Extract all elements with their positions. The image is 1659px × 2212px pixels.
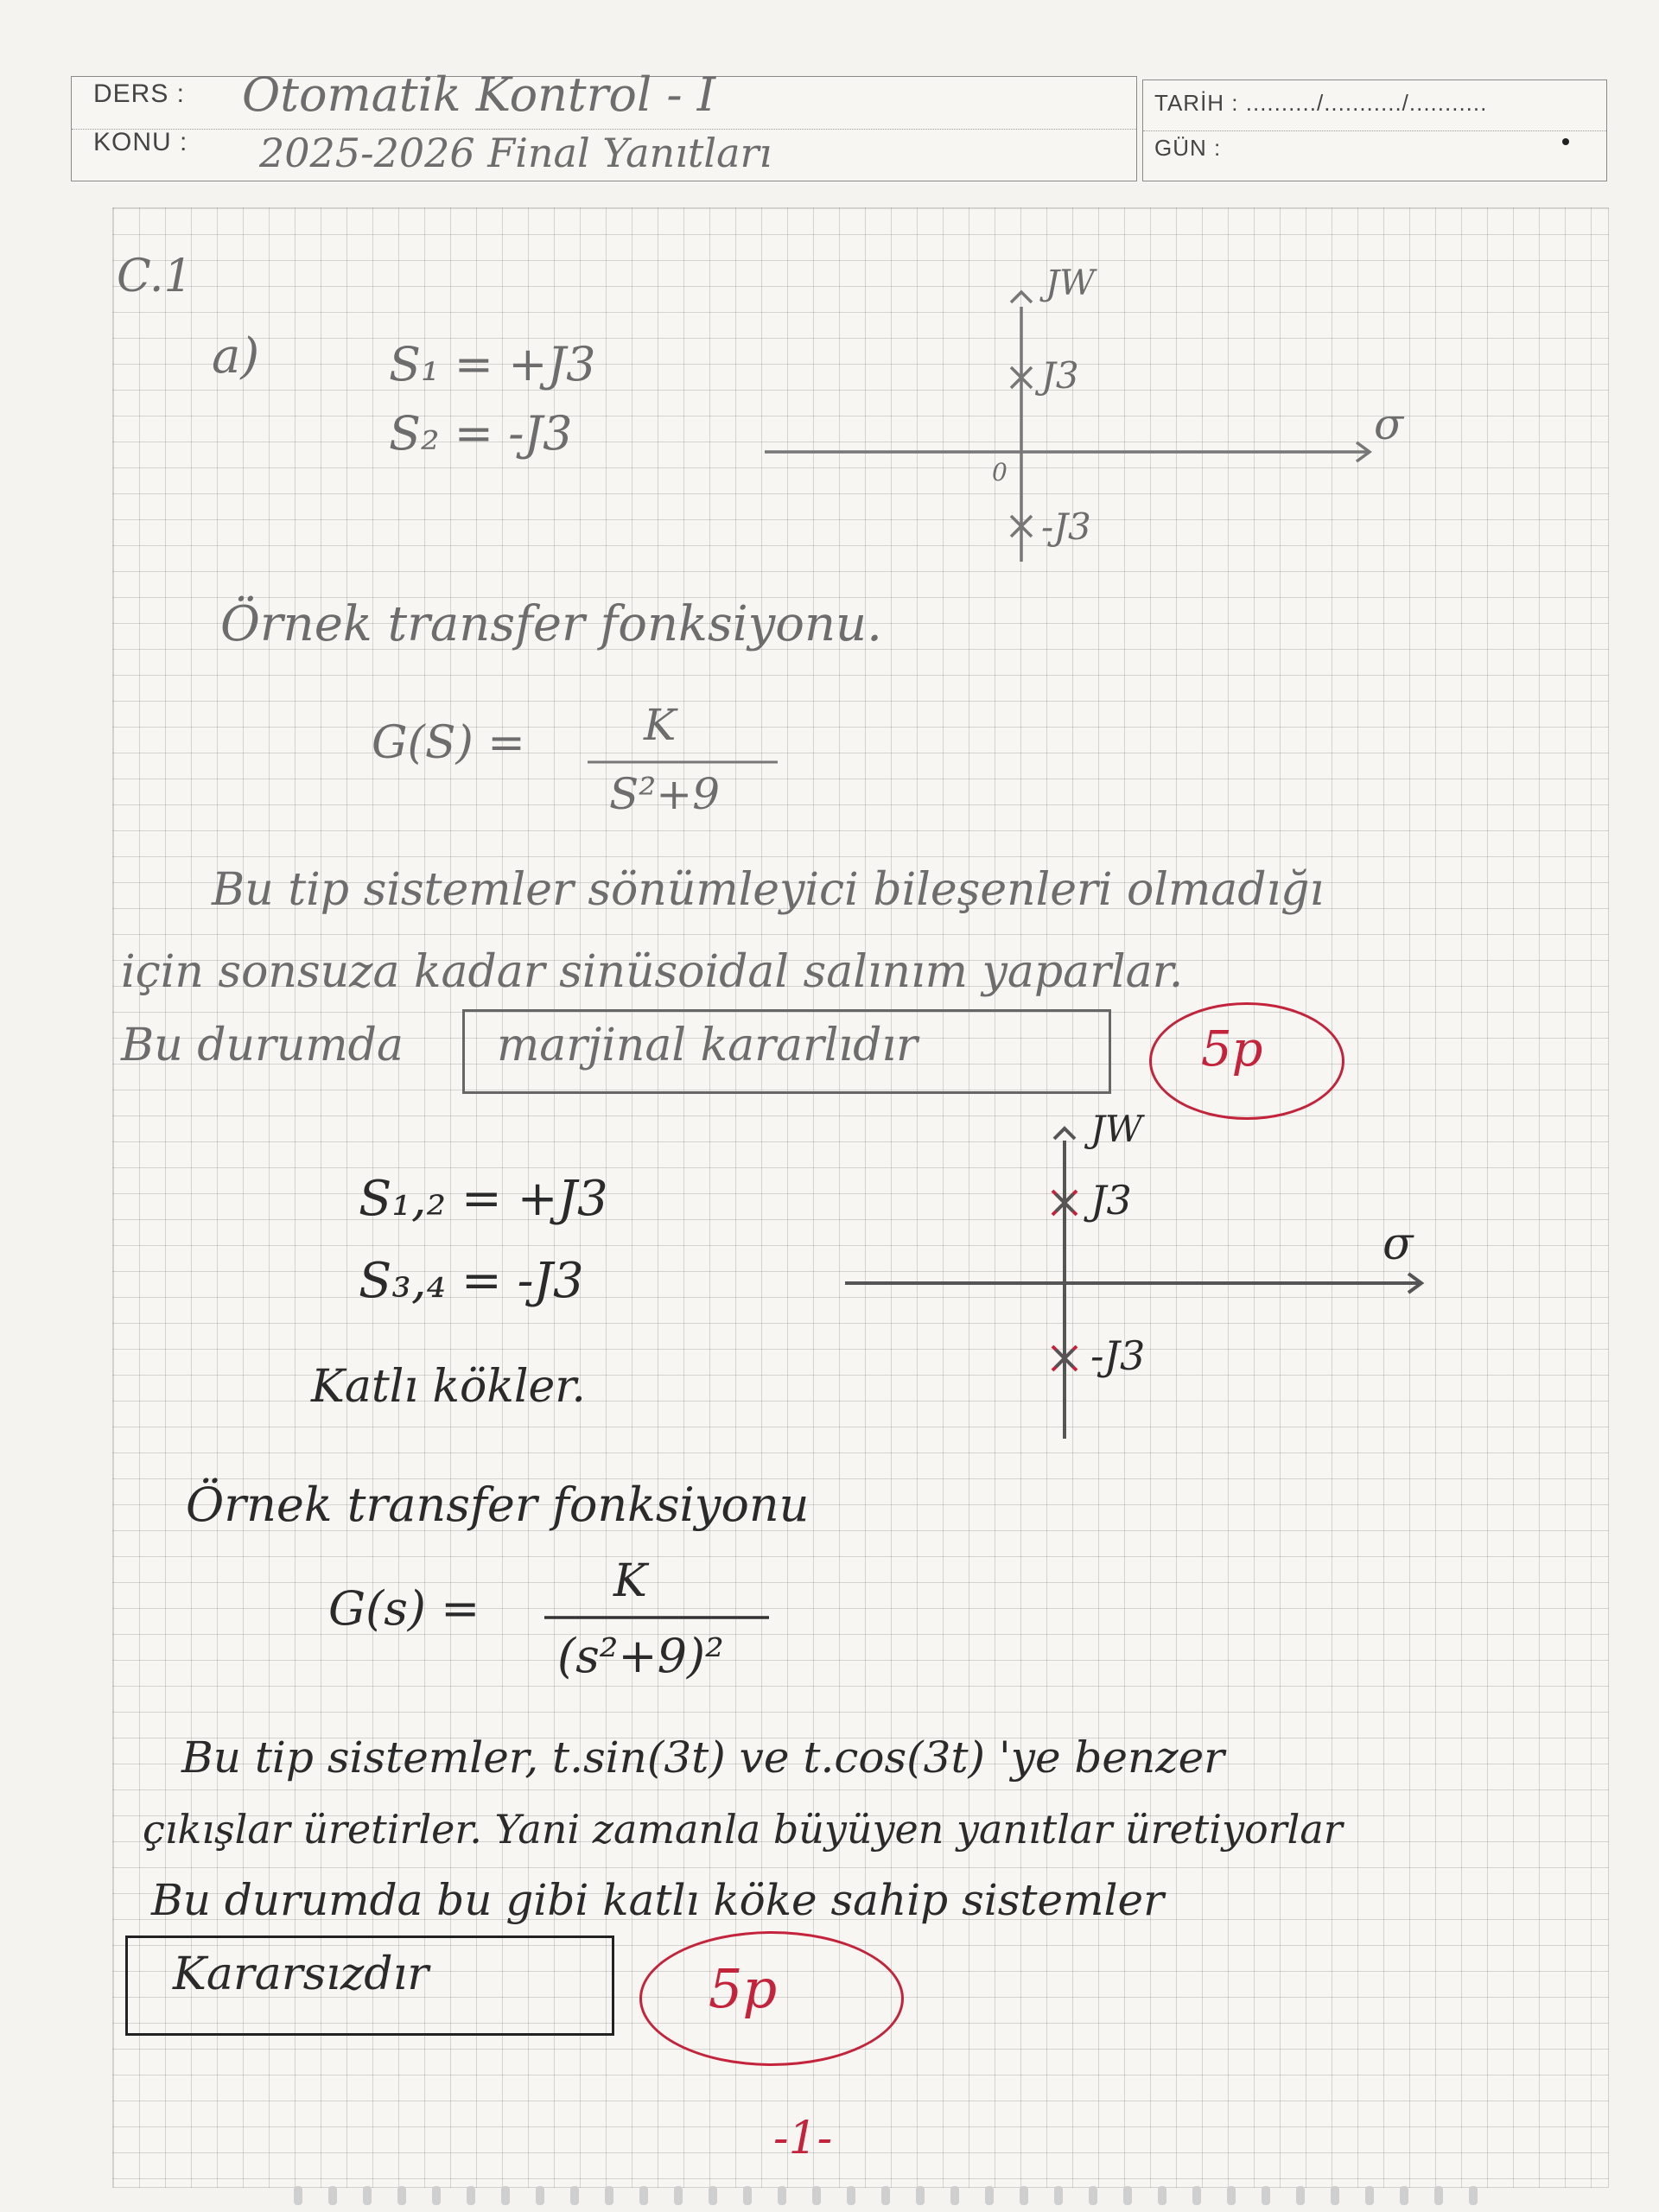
ders-label: DERS : <box>93 79 186 108</box>
page-number: -1- <box>773 2113 833 2164</box>
question-number: C.1 <box>117 251 193 302</box>
plot1-jw-label: JW <box>1046 264 1096 303</box>
plot2-pole-neg-label: -J3 <box>1090 1332 1146 1379</box>
gun-label: GÜN : <box>1154 135 1222 161</box>
multiple-roots-label: Katlı kökler. <box>311 1361 586 1413</box>
root-s34: S₃,₄ = -J3 <box>359 1253 584 1309</box>
text1-line2: için sonsuza kadar sinüsoidal salınım yaparlar. <box>121 946 1184 998</box>
tarih-label: TARİH : ........../.........../........... <box>1154 90 1488 116</box>
konu-label: KONU : <box>93 128 188 156</box>
root-s12: S₁,₂ = +J3 <box>359 1171 608 1227</box>
binding-holes <box>294 2186 1503 2207</box>
tf2-lhs: G(s) = <box>328 1581 480 1636</box>
plot2-pole-pos-label: J3 <box>1090 1177 1132 1224</box>
plot2-sigma-label: σ <box>1382 1218 1414 1270</box>
example-tf-label-2: Örnek transfer fonksiyonu <box>186 1478 810 1532</box>
tf1-denominator: S²+9 <box>609 769 721 819</box>
tf2-numerator: K <box>613 1555 647 1607</box>
root-s1: S₁ = +J3 <box>389 337 596 391</box>
text2-line3: Bu durumda bu gibi katlı köke sahip sistemler <box>151 1875 1164 1925</box>
plot1-pole-pos-label: J3 <box>1041 354 1079 397</box>
score-1: 5p <box>1201 1021 1263 1077</box>
tf1-lhs: G(S) = <box>372 717 525 769</box>
plot1-pole-neg-label: -J3 <box>1041 505 1091 548</box>
plot1-origin-label: 0 <box>992 458 1007 486</box>
example-tf-label-1: Örnek transfer fonksiyonu. <box>220 596 882 652</box>
text2-line1: Bu tip sistemler, t.sin(3t) ve t.cos(3t) 'ye benzer <box>181 1732 1225 1783</box>
tf2-denominator: (s²+9)² <box>557 1629 724 1683</box>
plot1-imag-arrow <box>1011 292 1032 302</box>
plot1-sigma-label: σ <box>1374 399 1404 449</box>
marginal-stable-answer: marjinal kararlıdır <box>497 1020 918 1071</box>
part-a-label: a) <box>212 328 260 385</box>
konu-value: 2025-2026 Final Yanıtları <box>259 130 772 176</box>
score-2: 5p <box>709 1957 778 2020</box>
text1-line1: Bu tip sistemler sönümleyici bileşenleri olmadığı <box>212 864 1325 916</box>
plot2-jw-label: JW <box>1090 1108 1143 1150</box>
text2-line2: çıkışlar üretirler. Yani zamanla büyüyen yanıtlar üretiyorlar <box>143 1806 1343 1853</box>
text1-line3-prefix: Bu durumda <box>121 1020 404 1071</box>
unstable-answer: Kararsızdır <box>173 1948 429 2000</box>
plot2-imag-arrow <box>1054 1128 1075 1139</box>
root-s2: S₂ = -J3 <box>389 406 573 461</box>
ders-value: Otomatik Kontrol - I <box>242 67 716 122</box>
tf1-numerator: K <box>644 700 677 750</box>
pole-plot-2 <box>845 1128 1421 1439</box>
